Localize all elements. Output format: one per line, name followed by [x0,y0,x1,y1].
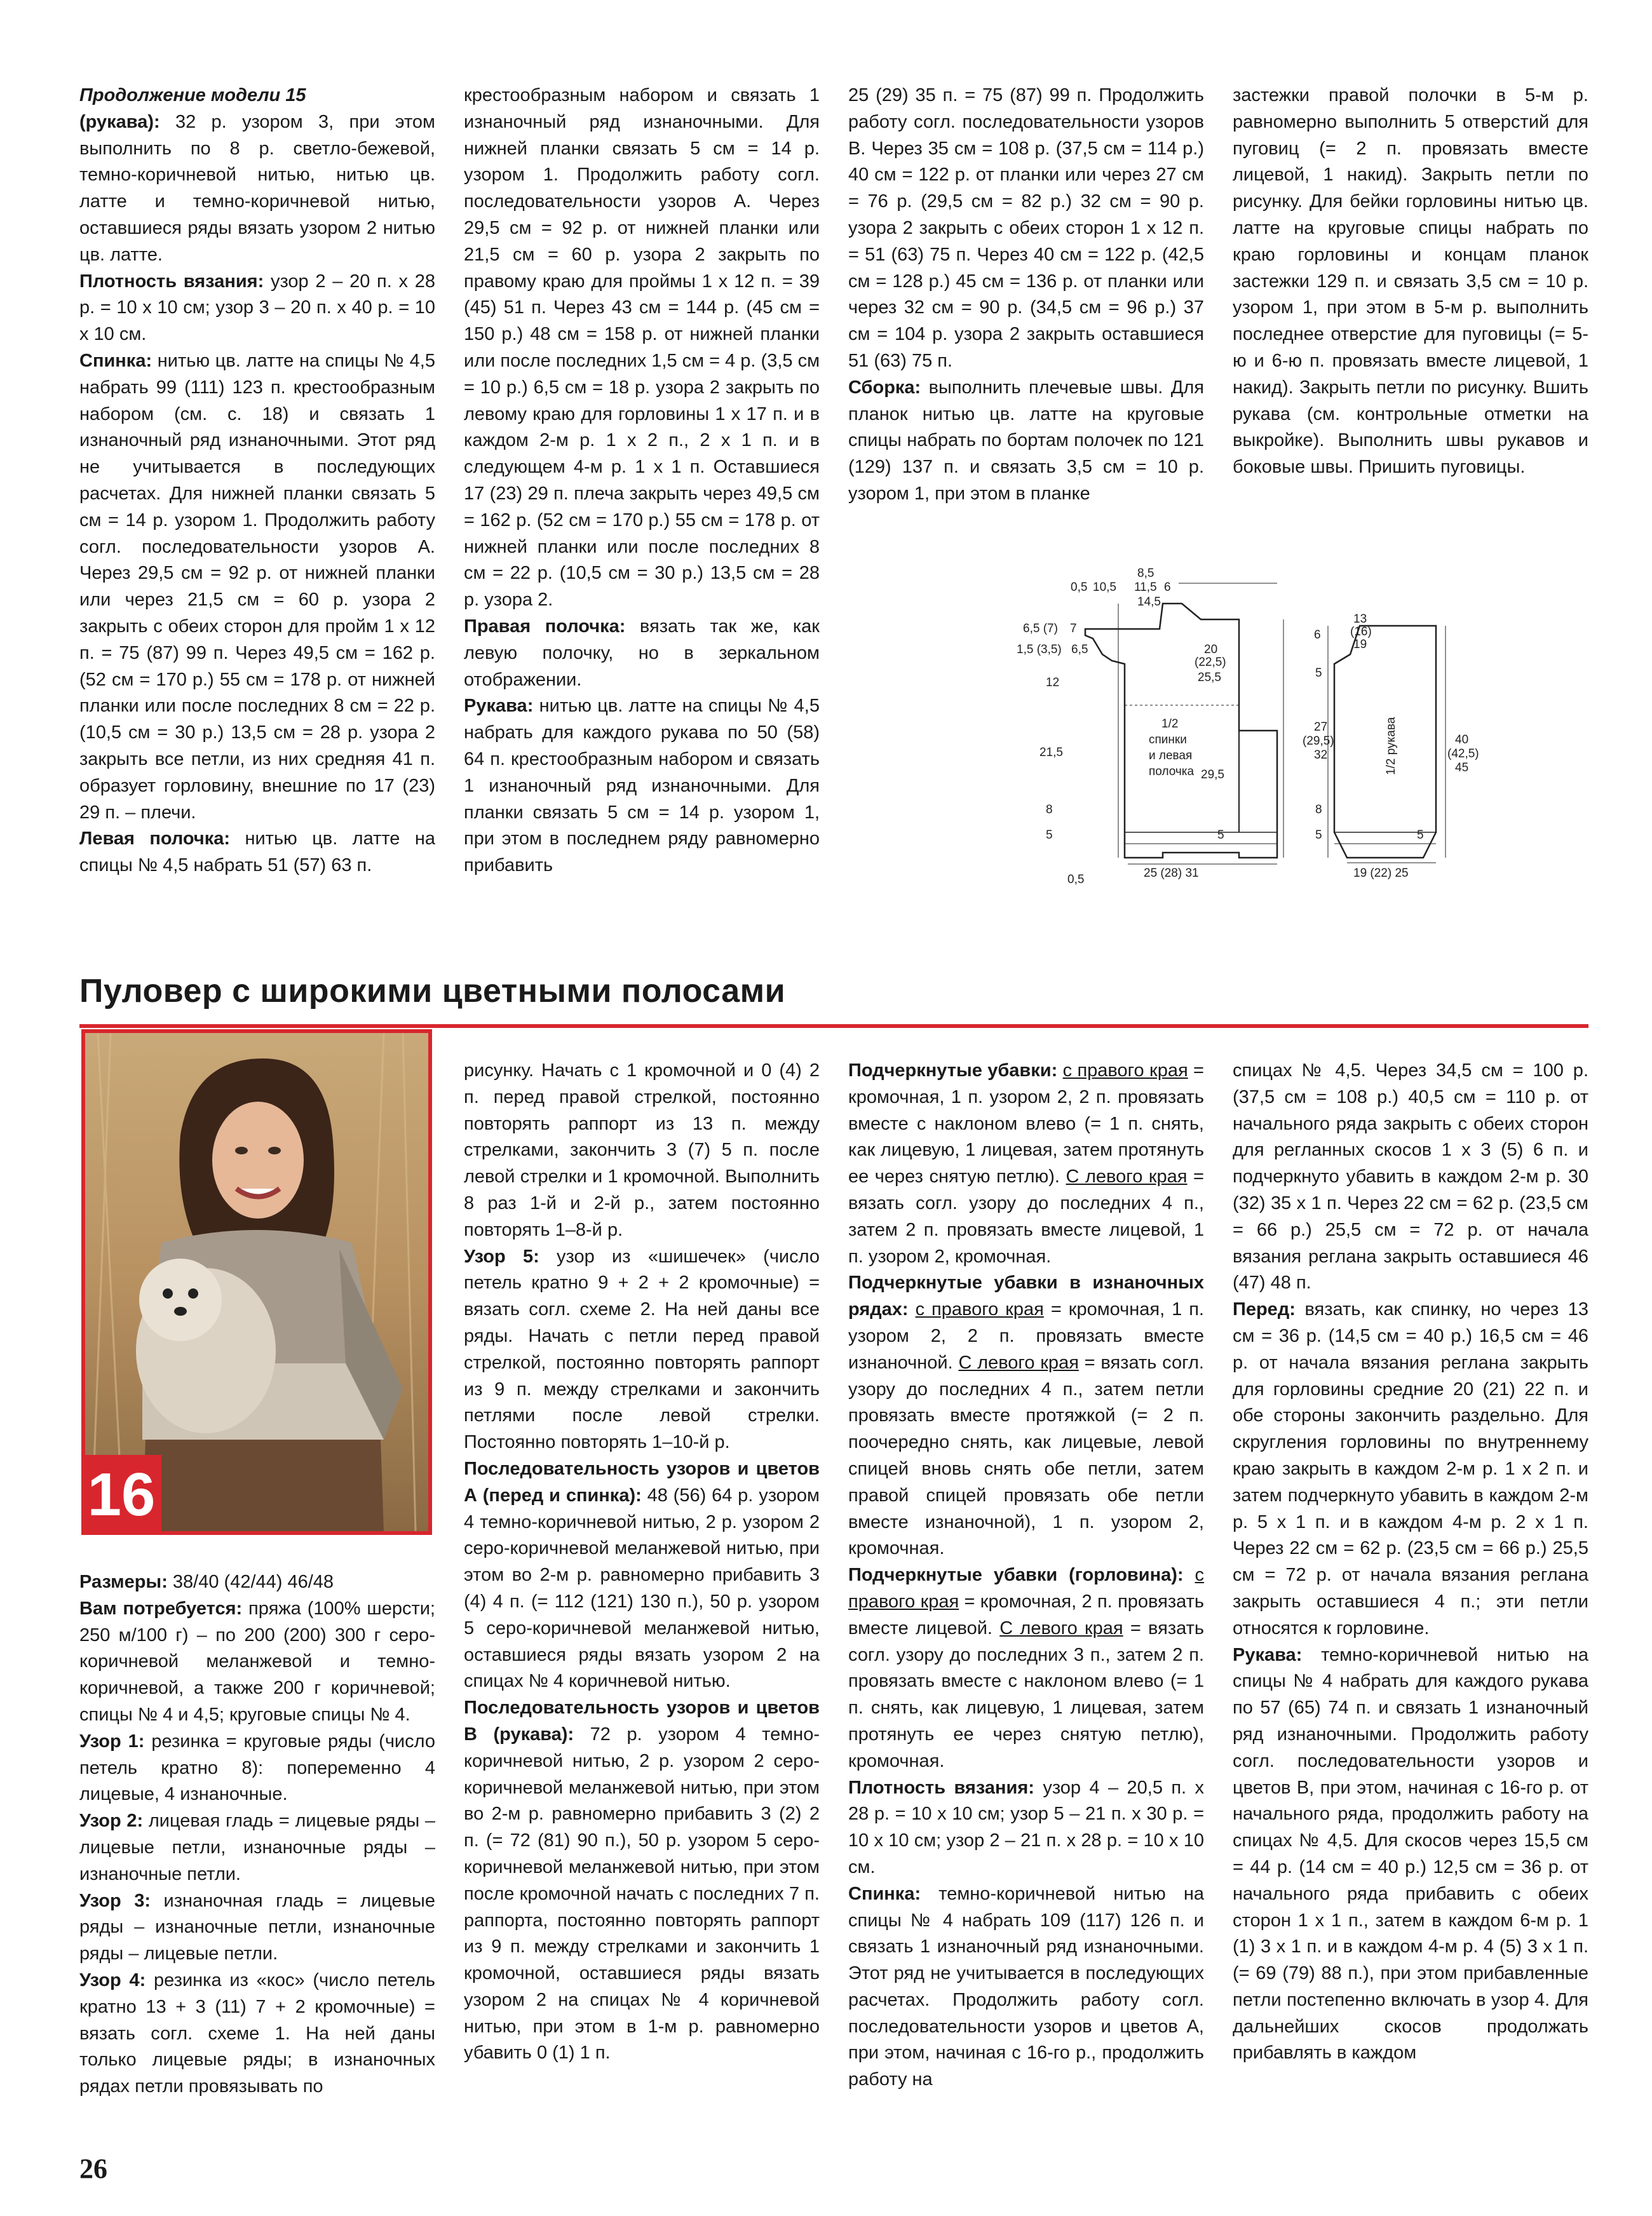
dim-label: 6 [1314,628,1321,642]
dim-label: 8 [1046,803,1053,816]
paragraph: Подчеркнутые убавки в изнаночных рядах: с правого края = кромочная, 1 п. узором 2, 2 п. провязать вместе изнаночной. С левого края = вязать согл. узору до последних 4 п., затем петли провязать вместе протяжкой (= 2 п. поочередно снять, как лицевые, левой спицей вновь снять обе петли, затем правой спицей провязать обе петли вместе изнаночной), 1 п. узором 2, кромочная. [848,1273,1204,1559]
dim-label: (42,5) [1447,747,1479,760]
paragraph: Перед: вязать, как спинку, но через 13 см = 36 р. (14,5 см = 40 р.) 16,5 см = 46 р. от начала вязания реглана закрыть для горловины средние 20 (21) 22 п. и обе стороны закончить раздельно. Для скругления горловины по внутреннему краю закрыть в каждом 2-м р. 1 х 2 п. и затем подчеркнуто убавить в каждом 2-м р. 5 х 1 п. и в каждом 4-м р. 2 х 1 п. Через 22 см = 62 р. (23,5 см = 66 р.) 25,5 см = 72 р. от начала вязания реглана закрыть оставшиеся 4 п.; эти петли относятся к горловине. [1233,1299,1588,1638]
paragraph: Левая полочка: нитью цв. латте на спицы № 4,5 набрать 51 (57) 63 п. [79,828,435,876]
model15-column-1 [79,83,435,879]
paragraph: 25 (29) 35 п. = 75 (87) 99 п. Продолжить работу согл. последовательности узоров В. Через 35 см = 108 р. (37,5 см = 114 р.) 40 см = 122 р. от планки или через 27 см = 76 р. (29,5 см = 82 р.) 32 см = 90 р. узора 2 закрыть с обеих сторон 1 х 12 п. = 51 (63) 75 п. Через 40 см = 122 р. (42,5 см = 128 р.) 45 см = 136 р. от планки или через 32 см = 90 р. (34,5 см = 96 р.) 37 см = 104 р. узора 2 закрыть оставшиеся 51 (63) 75 п. [848,85,1204,371]
model16-column-3 [848,1058,1204,2093]
dim-label: 40 [1455,733,1469,747]
paragraph: Узор 3: изнаночная гладь = лицевые ряды – изнаночные петли, изнаночные ряды – лицевые петли. [79,1890,436,1964]
dim-label: 11,5 [1134,581,1157,594]
dim-label: 32 [1314,748,1328,762]
paragraph: Вам потребуется: пряжа (100% шерсти; 250 м/100 г) – по 200 (200) 300 г серо-коричневой меланжевой и темно-коричневой, а также 200 г коричневой; спицы № 4 и 4,5; круговые спицы № 4. [79,1598,435,1725]
piece-label: 1/2 [1161,717,1179,731]
dim-label: 5 [1046,828,1053,842]
dim-label: 19 (22) 25 [1353,867,1409,880]
dim-label: 6 [1164,581,1171,594]
dim-label: (29,5) [1303,734,1334,748]
paragraph: Узор 5: узор из «шишечек» (число петель кратно 9 + 2 + 2 кромочные) = вязать согл. схеме 2. На ней даны все ряды. Начать с петли перед правой стрелкой, постоянно повторять раппорт из 9 п. между стрелками и закончить петлями после левой стрелки. Постоянно повторять 1–10-й р. [464,1246,820,1453]
dim-label: 6,5 (7) [1023,622,1058,635]
back-front-outline [1085,604,1277,858]
paragraph: Рукава: темно-коричневой нитью на спицы № 4 набрать для каждого рукава по 57 (65) 74 п. и связать 1 изнаночный ряд изнаночными. Продолжить работу согл. последовательности узоров и цветов В, при этом, начиная с 16-го р. от начального ряда, продолжить работу на спицах № 4,5. Для скосов через 15,5 см = 44 р. (14 см = 40 р.) 12,5 см = 36 р. от начального ряда прибавить с обеих сторон 1 х 1 п., затем в каждом 6-м р. 1 (1) 3 х 1 п. и в каждом 4-м р. 4 (5) 3 х 1 п. (= 69 (79) 88 п.), при этом прибавленные петли постепенно включать в узор 4. Для дальнейших скосов продолжать прибавлять в каждом [1233,1644,1588,2064]
title-divider [79,1024,1588,1028]
paragraph: Плотность вязания: узор 4 – 20,5 п. х 28 р. = 10 х 10 см; узор 5 – 21 п. х 30 р. = 10 х 10 см; узор 2 – 21 п. х 28 р. = 10 х 10 см. [848,1777,1205,1877]
paragraph: Рукава: нитью цв. латте на спицы № 4,5 набрать для каждого рукава по 50 (58) 64 п. крестообразным набором и связать 1 изнаночный ряд изнаночными. Для планки связать 5 см = 14 р. узором 1, при этом в последнем ряду равномерно прибавить [464,696,820,876]
article-title: Пуловер с широкими цветными полосами [79,973,786,1010]
dim-label: 1,5 (3,5) [1017,643,1062,656]
piece-label: 1/2 рукава [1385,717,1398,775]
paragraph: Последовательность узоров и цветов А (перед и спинка): 48 (56) 64 р. узором 4 темно-коричневой нитью, 2 р. узором 2 серо-коричневой меланжевой нитью, при этом во 2-м р. равномерно прибавить 3 (4) 4 п. (= 112 (121) 130 п.), 50 р. узором 5 серо-коричневой меланжевой нитью, оставшиеся ряды вязать узором 2 на спицах № 4 коричневой нитью. [464,1458,820,1692]
piece-label: полочка [1149,765,1195,778]
paragraph: Узор 2: лицевая гладь = лицевые ряды – лицевые петли, изнаночные ряды – изнаночные петли. [79,1811,435,1884]
model-number-badge: 16 [81,1455,161,1535]
dim-label: 29,5 [1201,768,1224,781]
paragraph: Правая полочка: вязать так же, как левую полочку, но в зеркальном отображении. [464,616,820,690]
dim-label: 5 [1417,828,1424,842]
dim-label: (22,5) [1195,656,1226,669]
paragraph: Последовательность узоров и цветов В (рукава): 72 р. узором 4 темно-коричневой нитью, 2 р. узором 2 серо-коричневой меланжевой нитью, при этом во 2-м р. равномерно прибавить 3 (2) 2 п. (= 72 (81) 90 п.), 50 р. узором 5 серо-коричневой меланжевой нитью, при этом после кромочной начать с последних 7 п. раппорта, постоянно повторять раппорт из 9 п. между стрелками и закончить 1 кромочной, оставшиеся ряды вязать узором 2 на спицах № 4 коричневой нитью, при этом в 1-м р. равномерно убавить 0 (1) 1 п. [464,1698,820,2064]
dim-label: 25,5 [1198,671,1221,684]
paragraph: крестообразным набором и связать 1 изнаночный ряд изнаночными. Для нижней планки связать 5 см = 14 р. узором 1. Продолжить работу согл. последовательности узоров А. Через 29,5 см = 92 р. от нижней планки или 21,5 см = 60 р. узора 2 закрыть по правому краю для проймы 1 х 12 п. = 39 (45) 51 п. Через 43 см = 144 р. (45 см = 150 р.) 48 см = 158 р. от нижней планки или после последних 1,5 см = 4 р. (3,5 см = 10 р.) 6,5 см = 18 р. узора 2 закрыть по левому краю для горловины 1 х 17 п. и в каждом 2-м р. 1 х 2 п., 2 х 1 п. и в следующем 4-м р. 1 х 1 п. Оставшиеся 17 (23) 29 п. плеча закрыть через 49,5 см = 162 р. (52 см = 170 р.) 55 см = 178 р. от нижней планки или после последних 8 см = 22 р. (10,5 см = 30 р.) 13,5 см = 28 р. узора 2. [464,85,820,611]
dim-label: 27 [1314,720,1328,734]
paragraph: Подчеркнутые убавки (горловина): с правого края = кромочная, 2 п. провязать вместе лицевой. С левого края = вязать согл. узору до последних 3 п., затем 2 п. провязать вместе с наклоном влево (= 1 п. снять, как лицевую, 1 лицевая, затем протянуть ее через снятую петлю), кромочная. [848,1565,1204,1771]
dim-label: 0,5 [1071,581,1088,594]
paragraph: Спинка: нитью цв. латте на спицы № 4,5 набрать 99 (111) 123 п. крестообразным набором (см. с. 18) и связать 1 изнаночный ряд изнаночными. Этот ряд не учитывается в последующих расчетах. Для нижней планки связать 5 см = 14 р. узором 1. Продолжить работу согл. последовательности узоров А. Через 29,5 см = 92 р. от нижней планки или через 21,5 см = 60 р. узора 2 закрыть с обеих сторон для пройм 1 х 12 п. = 75 (87) 99 п. Через 49,5 см = 162 р. (52 см = 170 р.) 55 см = 178 р. от нижней планки или после последних 8 см = 22 р. (10,5 см = 30 р.) 13,5 см = 28 р. узора 2 закрыть все петли, из них средняя 41 п. образует горловину, внешние по 17 (23) 29 п. – плечи. [79,350,435,823]
paragraph: Узор 1: резинка = круговые ряды (число петель кратно 8): попеременно 4 лицевые, 4 изнаночные. [79,1731,436,1805]
dim-label: 8 [1315,803,1322,816]
model16-column-2 [464,1058,820,2067]
dim-label: 5 [1217,828,1224,842]
dim-label: 14,5 [1137,595,1161,609]
model15-column-2 [464,83,820,879]
paragraph: спицах № 4,5. Через 34,5 см = 100 р. (37,5 см = 108 р.) 40,5 см = 110 р. от начального ряда закрыть с обеих сторон для регланных скосов 1 х 3 (5) 6 п. и подчеркнуто убавить в каждом 2-м р. 30 (32) 35 х 1 п. Через 22 см = 62 р. (23,5 см = 66 р.) 25,5 см = 72 р. от начала вязания реглана закрыть оставшиеся 46 (47) 48 п. [1233,1060,1588,1294]
dim-label: 10,5 [1093,581,1116,594]
dim-label: 13 [1353,612,1367,626]
dim-label: 21,5 [1039,746,1063,759]
dim-label: 0,5 [1067,873,1085,886]
model15-column-3 [848,83,1204,508]
paragraph: Спинка: темно-коричневой нитью на спицы № 4 набрать 109 (117) 126 п. и связать 1 изнаночный ряд изнаночными. Этот ряд не учитывается в последующих расчетах. Продолжить работу согл. последовательности узоров и цветов А, при этом, начиная с 16-го р., продолжить работу на [848,1883,1204,2090]
pattern-schema [1017,559,1479,915]
dim-label: 45 [1455,761,1469,774]
piece-label: и левая [1149,749,1193,762]
dim-label: 20 [1204,643,1218,656]
dim-label: 6,5 [1071,643,1088,656]
paragraph: Плотность вязания: узор 2 – 20 п. х 28 р. = 10 х 10 см; узор 3 – 20 п. х 40 р. = 10 х 10 см. [79,271,435,345]
dim-label: 5 [1315,666,1322,680]
paragraph: Подчеркнутые убавки: с правого края = кромочная, 1 п. узором 2, 2 п. провязать вместе с наклоном влево (= 1 п. снять, как лицевую, 1 лицевая, затем протянуть ее через снятую петлю). С левого края = вязать согл. узору до последних 4 п., затем 2 п. провязать вместе лицевой, 1 п. узором 2, кромочная. [848,1060,1204,1267]
paragraph: Сборка: выполнить плечевые швы. Для планок нитью цв. латте на круговые спицы набрать по бортам полочек по 121 (129) 137 п. и связать 3,5 см = 10 р. узором 1, при этом в планке [848,377,1204,504]
paragraph: Узор 4: резинка из «кос» (число петель кратно 13 + 3 (11) 7 + 2 кромочные) = вязать согл. схеме 1. На ней даны только лицевые ряды; в изнаночных рядах петли провязывать по [79,1969,435,2097]
dim-label: 19 [1353,638,1367,651]
dim-label: 5 [1315,828,1322,842]
paragraph: застежки правой полочки в 5-м р. равномерно выполнить 5 отверстий для пуговиц (= 2 п. провязать вместе лицевой, 1 накид). Закрыть петли по рисунку. Для бейки горловины нитью цв. латте на круговые спицы набрать по краю горловины и концам планок застежки 129 п. и связать 3,5 см = 10 р. узором 1, при этом в 5-м р. выполнить последнее отверстие для пуговицы (= 5-ю и 6-ю п. провязать вместе лицевой, 1 накид). Закрыть петли по рисунку. Вшить рукава (см. контрольные отметки на выкройке). Выполнить швы рукавов и боковые швы. Пришить пуговицы. [1233,85,1588,478]
dim-label: 25 (28) 31 [1144,867,1199,880]
page-number: 26 [79,2153,107,2184]
model16-column-1 [79,1569,435,2100]
paragraph: рисунку. Начать с 1 кромочной и 0 (4) 2 п. перед правой стрелкой, постоянно повторять раппорт из 13 п. между стрелками, закончить 3 (7) 5 п. после левой стрелки и 1 кромочной. Выполнить 8 раз 1-й и 2-й р., затем постоянно повторять 1–8-й р. [464,1060,820,1240]
dim-label: 8,5 [1137,567,1154,580]
dim-label: 7 [1070,622,1077,635]
paragraph: (рукава): 32 р. узором 3, при этом выполнить по 8 р. светло-бежевой, темно-коричневой нитью, нитью цв. латте и темно-коричневой нитью, оставшиеся ряды вязать узором 2 нитью цв. латте. [79,111,435,265]
model16-column-4 [1233,1058,1588,2067]
dim-label: (16) [1350,625,1372,638]
continuation-heading: Продолжение модели 15 [79,85,306,105]
paragraph: Размеры: 38/40 (42/44) 46/48 [79,1572,334,1592]
dim-label: 12 [1046,676,1060,689]
piece-label: спинки [1149,733,1187,747]
model15-column-4 [1233,83,1588,481]
